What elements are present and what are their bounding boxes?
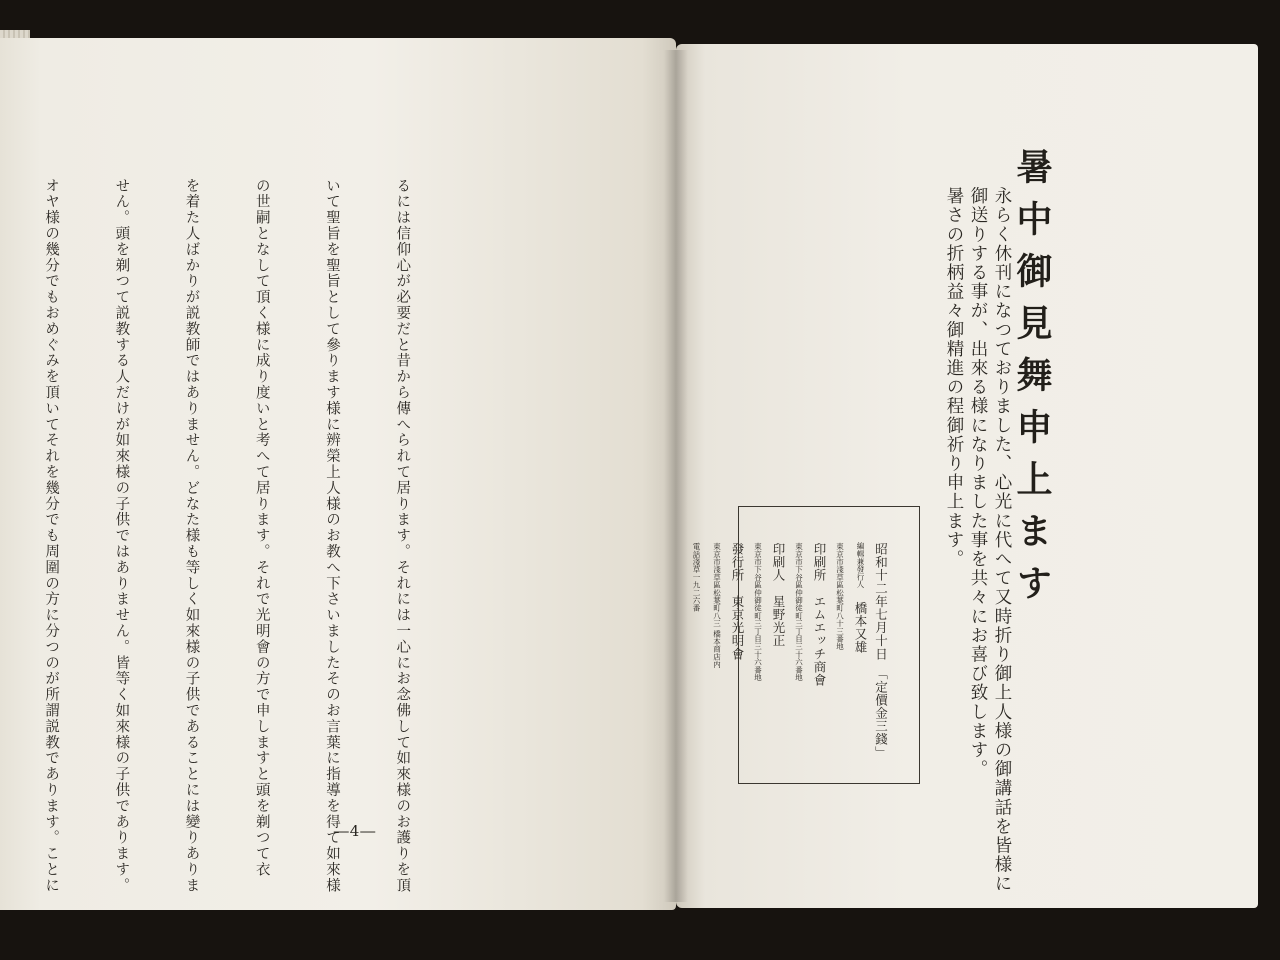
colophon-printing-office-name: エムエッチ商會 [812,594,827,687]
body-column: いて聖旨を聖旨として參ります様に辨榮上人様のお教へ下さいましたそのお言葉に指導を得て如來様 [323,178,340,894]
body-column: の世嗣となして頂く様に成り度いと考へて居ります。それで光明會の方で申しますと頭を剃つて衣 [253,178,270,878]
greeting-line: 御送りする事が、出來る様になりました事を共々にお喜び致します。 [968,186,988,779]
colophon-line-editor [853,542,868,654]
colophon-editor-role: 編輯兼發行人 [856,542,865,589]
colophon-box [692,506,920,784]
colophon-publisher-address: 東京市淺草區松葉町八三 橋本商店内 [712,542,722,669]
greeting-line: 暑さの折柄益々御精進の程御祈り申上ます。 [944,186,964,569]
body-column: オヤ様の幾分でもおめぐみを頂いてそれを幾分でも周圍の方に分つのが所謂説教であります。ことに [43,178,60,894]
colophon-line-publisher [730,542,745,660]
colophon-printer-address: 東京市下谷區仲御徒町三丁目三十六番地 [753,542,763,682]
greeting-line: 永らく休刊になつておりました、心光に代へて又時折り御上人様の御講話を皆様に [992,186,1012,894]
body-column: るには信仰心が必要だと昔から傳へられて居ります。それには一心にお念佛して如來様のお護りを頂 [394,178,411,894]
summer-greeting-heading: 暑中御見舞申上ます [1011,148,1053,616]
colophon-printing-office-label: 印刷所 [812,542,827,582]
colophon-printer-name: 星野光正 [771,594,786,648]
colophon-price: 「定價金三錢」 [873,673,889,759]
greeting-text [918,158,1038,894]
book-gutter [664,50,688,902]
colophon-line-printer [771,542,786,647]
colophon-printing-office-address: 東京市下谷區仲御徒町三丁目三十六番地 [794,542,804,682]
colophon-line-date [874,542,889,758]
page-number: ―4― [333,822,377,840]
colophon-editor-address: 東京市淺草區松葉町八十三番地 [835,542,845,651]
colophon-text [692,515,911,773]
colophon-date: 昭和十二年七月十日 [873,542,889,661]
sermon-body-text [43,178,460,894]
colophon-editor-name: 橋本又雄 [853,601,868,655]
body-column: を着た人ばかりが説教師ではありません。どなた様も等しく如來様の子供であることには變りありま [183,178,200,894]
colophon-printer-label: 印刷人 [771,542,786,582]
colophon-publisher-label: 發行所 [730,542,745,582]
body-column: せん。頭を剃つて説教する人だけが如來様の子供ではありません。皆等く如來様の子供であります。 [113,178,130,894]
colophon-line-printing-office [812,542,827,686]
left-page [0,38,676,910]
colophon-phone: 電話淺草一九二六番 [692,542,701,612]
colophon-publisher-name: 東京光明會 [730,594,745,661]
